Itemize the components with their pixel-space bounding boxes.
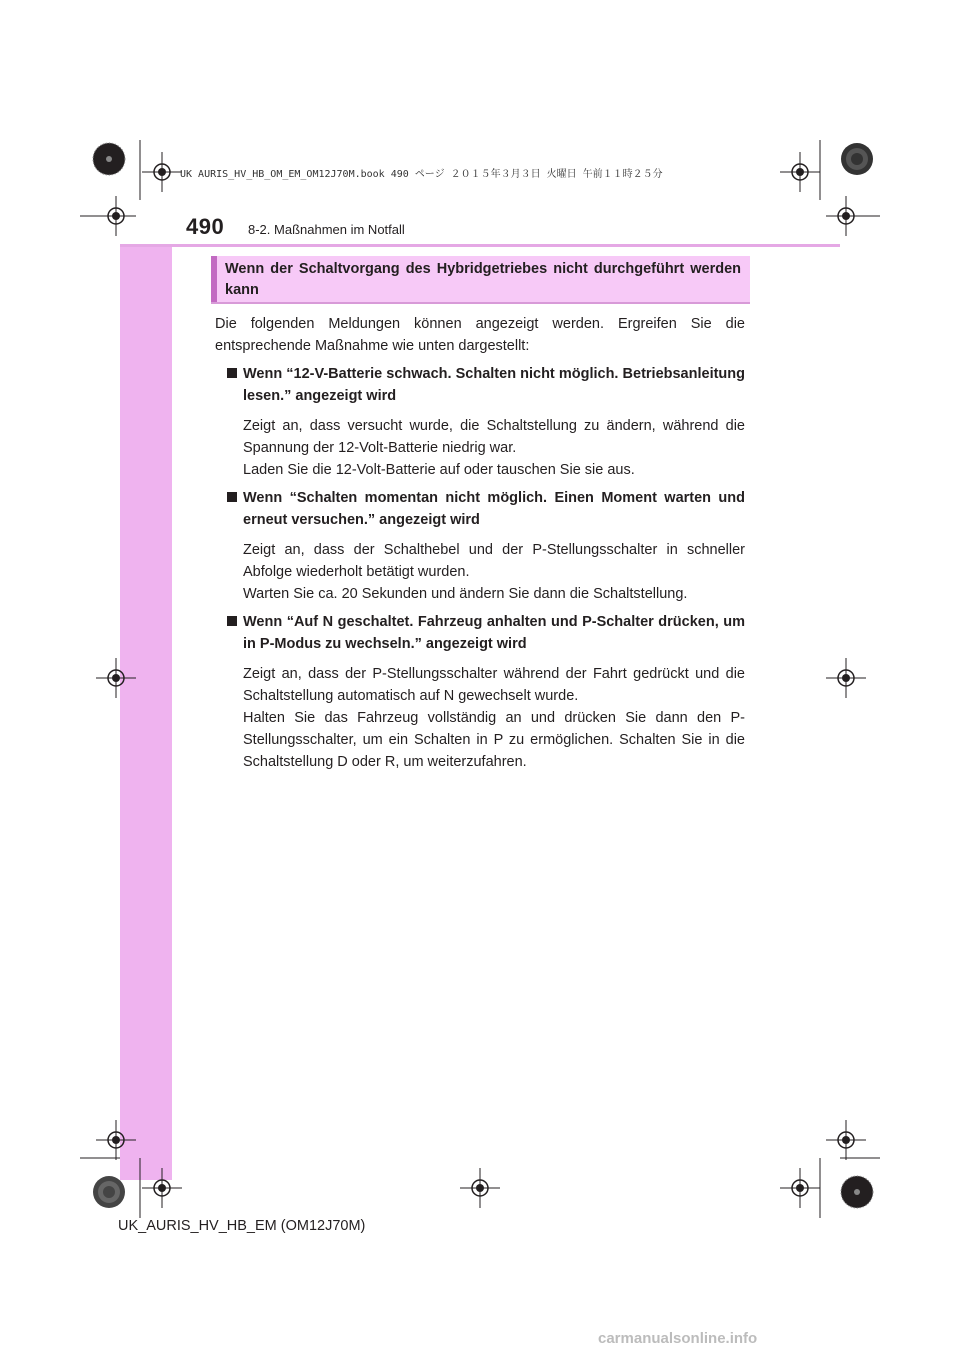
message-item <box>215 487 745 605</box>
heading-accent-bar <box>211 256 217 302</box>
color-wheel-top-right-icon <box>840 142 874 176</box>
registration-target-bottom-left-icon <box>142 1168 182 1208</box>
book-file-meta: UK AURIS_HV_HB_OM_EM_OM12J70M.book 490 ページ ２０１５年３月３日 火曜日 午前１１時２５分 <box>180 169 663 180</box>
document-code: UK_AURIS_HV_HB_EM (OM12J70M) <box>118 1218 366 1234</box>
main-content <box>215 313 745 773</box>
message-action: Laden Sie die 12-Volt-Batterie auf oder tauschen Sie sie aus. <box>243 462 635 478</box>
section-heading-box <box>211 256 750 304</box>
registration-target-right-lower-icon <box>826 1120 866 1160</box>
message-body <box>243 663 745 773</box>
color-wheel-bottom-right-icon <box>840 1175 874 1209</box>
registration-target-left-middle-icon <box>96 658 136 698</box>
intro-paragraph: Die folgenden Meldungen können angezeigt werden. Ergreifen Sie die entsprechende Maßnahme wie unten dargestellt: <box>215 316 745 354</box>
registration-target-bottom-center-icon <box>460 1168 500 1208</box>
message-item <box>215 611 745 773</box>
color-wheel-bottom-left-icon <box>92 1175 126 1209</box>
registration-target-right-middle-icon <box>826 658 866 698</box>
section-title: 8-2. Maßnahmen im Notfall <box>248 222 405 237</box>
message-action: Halten Sie das Fahrzeug vollständig an und drücken Sie dann den P-Stellungsschalter, um ein Schalten in P zu ermöglichen. Schalten Sie in die Schaltstellung D oder R, um weiterzufahren. <box>243 710 745 770</box>
page-number: 490 <box>186 214 225 239</box>
registration-target-left-lower-icon <box>96 1120 136 1160</box>
message-title: Wenn “12-V-Batterie schwach. Schalten nicht möglich. Betriebsanleitung lesen.” angezeigt wird <box>243 366 745 404</box>
watermark: carmanualsonline.info <box>598 1330 758 1347</box>
color-wheel-top-left-icon <box>92 142 126 176</box>
message-body <box>243 539 745 605</box>
registration-target-left-upper-icon <box>96 196 136 236</box>
message-action: Warten Sie ca. 20 Sekunden und ändern Sie dann die Schaltstellung. <box>243 586 688 602</box>
header-rule <box>120 244 840 247</box>
square-bullet-icon <box>227 492 237 502</box>
registration-target-right-upper-icon <box>826 196 866 236</box>
message-title: Wenn “Schalten momentan nicht möglich. Einen Moment warten und erneut versuchen.” angezeigt wird <box>243 490 745 528</box>
message-body <box>243 415 745 481</box>
message-description: Zeigt an, dass der P-Stellungsschalter während der Fahrt gedrückt und die Schaltstellung automatisch auf N gewechselt wurde. <box>243 666 745 704</box>
square-bullet-icon <box>227 368 237 378</box>
message-description: Zeigt an, dass der Schalthebel und der P-Stellungsschalter in schneller Abfolge wiederholt betätigt wurden. <box>243 542 745 580</box>
registration-target-top-right-icon <box>780 152 820 192</box>
message-description: Zeigt an, dass versucht wurde, die Schaltstellung zu ändern, während die Spannung der 12-Volt-Batterie niedrig war. <box>243 418 745 456</box>
square-bullet-icon <box>227 616 237 626</box>
section-heading: Wenn der Schaltvorgang des Hybridgetriebes nicht durchgeführt werden kann <box>225 261 741 298</box>
message-item <box>215 363 745 481</box>
registration-target-top-left-icon <box>142 152 182 192</box>
registration-target-bottom-right-icon <box>780 1168 820 1208</box>
side-color-band <box>120 244 172 1180</box>
message-title: Wenn “Auf N geschaltet. Fahrzeug anhalten und P-Schalter drücken, um in P-Modus zu wechseln.” angezeigt wird <box>243 614 745 652</box>
